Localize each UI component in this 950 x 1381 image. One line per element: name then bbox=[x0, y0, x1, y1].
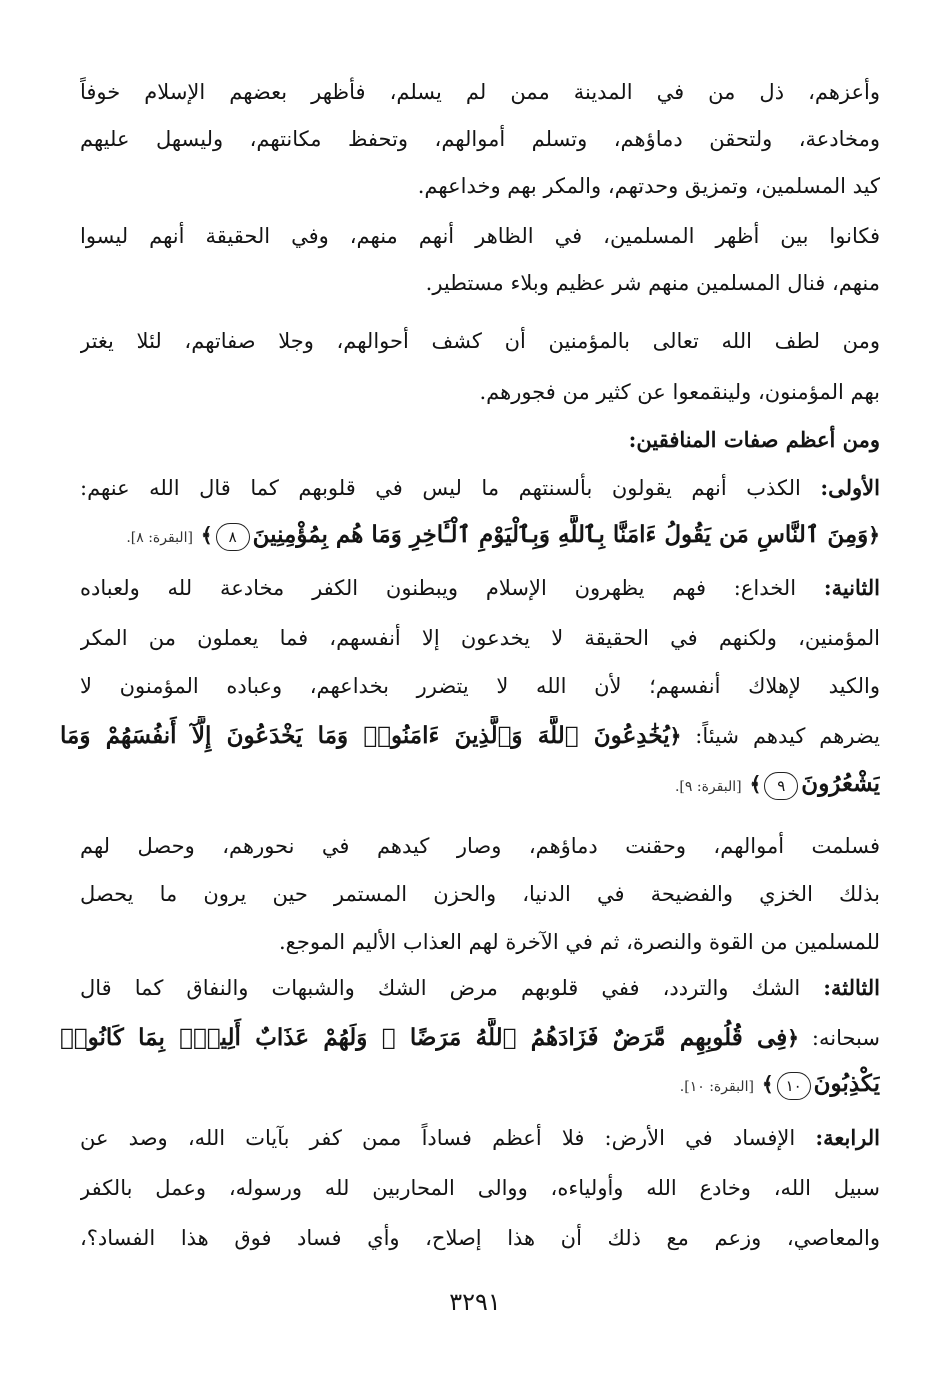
point-label: الثالثة: bbox=[823, 975, 880, 1000]
ornate-bracket-close: ﴾ bbox=[761, 1072, 774, 1096]
text-line: الرابعة: الإفساد في الأرض: فلا أعظم فساداً ممن كفر بآيات الله، وصد عن bbox=[80, 1125, 880, 1150]
surah-reference: [البقرة: ٨]. bbox=[126, 530, 193, 546]
quran-verse-line bbox=[80, 1064, 880, 1104]
text-line: كيد المسلمين، وتمزيق وحدتهم، والمكر بهم وخداعهم. bbox=[417, 174, 880, 198]
text-line: فكانوا بين أظهر المسلمين، في الظاهر أنهم منهم، وفي الحقيقة أنهم ليسوا bbox=[80, 224, 880, 248]
verse-number: ٩ bbox=[764, 772, 798, 800]
text-line: ومخادعة، ولتحقن دماؤهم، وتسلم أموالهم، وتحفظ مكانتهم، وليسهل عليهم bbox=[80, 127, 880, 151]
text-line: الثانية: الخداع: فهم يظهرون الإسلام ويبطنون الكفر مخادعة لله ولعباده bbox=[80, 575, 880, 600]
quran-verse-line bbox=[80, 515, 880, 555]
surah-reference: [البقرة: ١٠]. bbox=[679, 1079, 754, 1095]
text-line: فسلمت أموالهم، وحقنت دماؤهم، وصار كيدهم في نحورهم، وحصل لهم bbox=[80, 834, 880, 858]
text-line: سبحانه: ﴿فِى قُلُوبِهِم مَّرَضٌ فَزَادَهُمُ ٱللَّهُ مَرَضًا ۖ وَلَهُمْ عَذَابٌ أَلِيمٌۢ بِمَا كَانُوا۟ bbox=[60, 1024, 880, 1051]
ornate-bracket-close: ﴾ bbox=[749, 772, 762, 796]
verse-number: ١٠ bbox=[777, 1072, 811, 1100]
ornate-bracket-open: ﴿ bbox=[868, 523, 880, 547]
verse-number: ٨ bbox=[216, 523, 250, 551]
ornate-bracket-open: ﴿ bbox=[787, 1026, 799, 1050]
text-line: ومن لطف الله تعالى بالمؤمنين أن كشف أحوالهم، وجلا صفاتهم، لئلا يغتر bbox=[80, 329, 880, 353]
text-line: للمسلمين من القوة والنصرة، ثم في الآخرة لهم العذاب الأليم الموجع. bbox=[279, 930, 880, 954]
text-line: بهم المؤمنون، ولينقمعوا عن كثير من فجورهم. bbox=[479, 380, 880, 404]
quran-verse: يُخَٰدِعُونَ ٱللَّهَ وَٱلَّذِينَ ءَامَنُوا۟ وَمَا يَخْدَعُونَ إِلَّآ أَنفُسَهُمْ وَمَا bbox=[60, 722, 670, 749]
text-line: يضرهم كيدهم شيئاً: ﴿يُخَٰدِعُونَ ٱللَّهَ وَٱلَّذِينَ ءَامَنُوا۟ وَمَا يَخْدَعُونَ إِلَّآ أَنفُسَهُمْ وَمَا bbox=[60, 722, 880, 749]
point-label: الثانية: bbox=[823, 575, 880, 600]
text-line: المؤمنين، ولكنهم في الحقيقة لا يخدعون إلا أنفسهم، فما يعملون من المكر bbox=[80, 626, 880, 650]
point-label: الأولى: bbox=[820, 475, 880, 500]
text-line: الثالثة: الشك والتردد، ففي قلوبهم مرض الشك والشبهات والنفاق كما قال bbox=[80, 975, 880, 1000]
ornate-bracket-open: ﴿ bbox=[669, 724, 682, 748]
ornate-bracket-close: ﴾ bbox=[200, 523, 213, 547]
text-line: سبيل الله، وخادع الله وأولياءه، ووالى المحاربين لله ورسوله، وعمل بالكفر bbox=[80, 1176, 880, 1200]
quran-verse: يَكْذِبُونَ bbox=[813, 1070, 880, 1097]
surah-reference: [البقرة: ٩]. bbox=[674, 779, 742, 795]
quran-verse: يَشْعُرُونَ bbox=[801, 770, 880, 797]
text-line: بذلك الخزي والفضيحة في الدنيا، والحزن المستمر حين يرون ما يحصل bbox=[80, 882, 880, 906]
section-heading: ومن أعظم صفات المنافقين: bbox=[628, 427, 880, 452]
quran-verse: فِى قُلُوبِهِم مَّرَضٌ فَزَادَهُمُ ٱللَّهُ مَرَضًا ۖ وَلَهُمْ عَذَابٌ أَلِيمٌۢ بِمَا كَانُوا۟ bbox=[60, 1024, 788, 1051]
text-line: والكيد لإهلاك أنفسهم؛ لأن الله لا يتضرر بخداعهم، وعباده المؤمنون لا bbox=[80, 674, 880, 698]
page-number: ٣٢٩١ bbox=[449, 1288, 501, 1316]
point-label: الرابعة: bbox=[815, 1125, 880, 1150]
quran-verse: وَمِنَ ٱلنَّاسِ مَن يَقُولُ ءَامَنَّا بِٱللَّهِ وَبِٱلْيَوْمِ ٱلْـَٔاخِرِ وَمَا هُم بِمُؤْمِنِينَ bbox=[252, 521, 869, 548]
quran-verse-line bbox=[80, 764, 880, 804]
text-line: وأعزهم، ذل من في المدينة ممن لم يسلم، فأظهر بعضهم الإسلام خوفاً bbox=[80, 80, 880, 104]
text-line: الأولى: الكذب أنهم يقولون بألسنتهم ما ليس في قلوبهم كما قال الله عنهم: bbox=[80, 475, 880, 500]
text-line: والمعاصي، وزعم مع ذلك أن هذا إصلاح، وأي فساد فوق هذا الفساد؟، bbox=[80, 1226, 880, 1250]
text-line: منهم، فنال المسلمين منهم شر عظيم وبلاء مستطير. bbox=[425, 271, 880, 295]
